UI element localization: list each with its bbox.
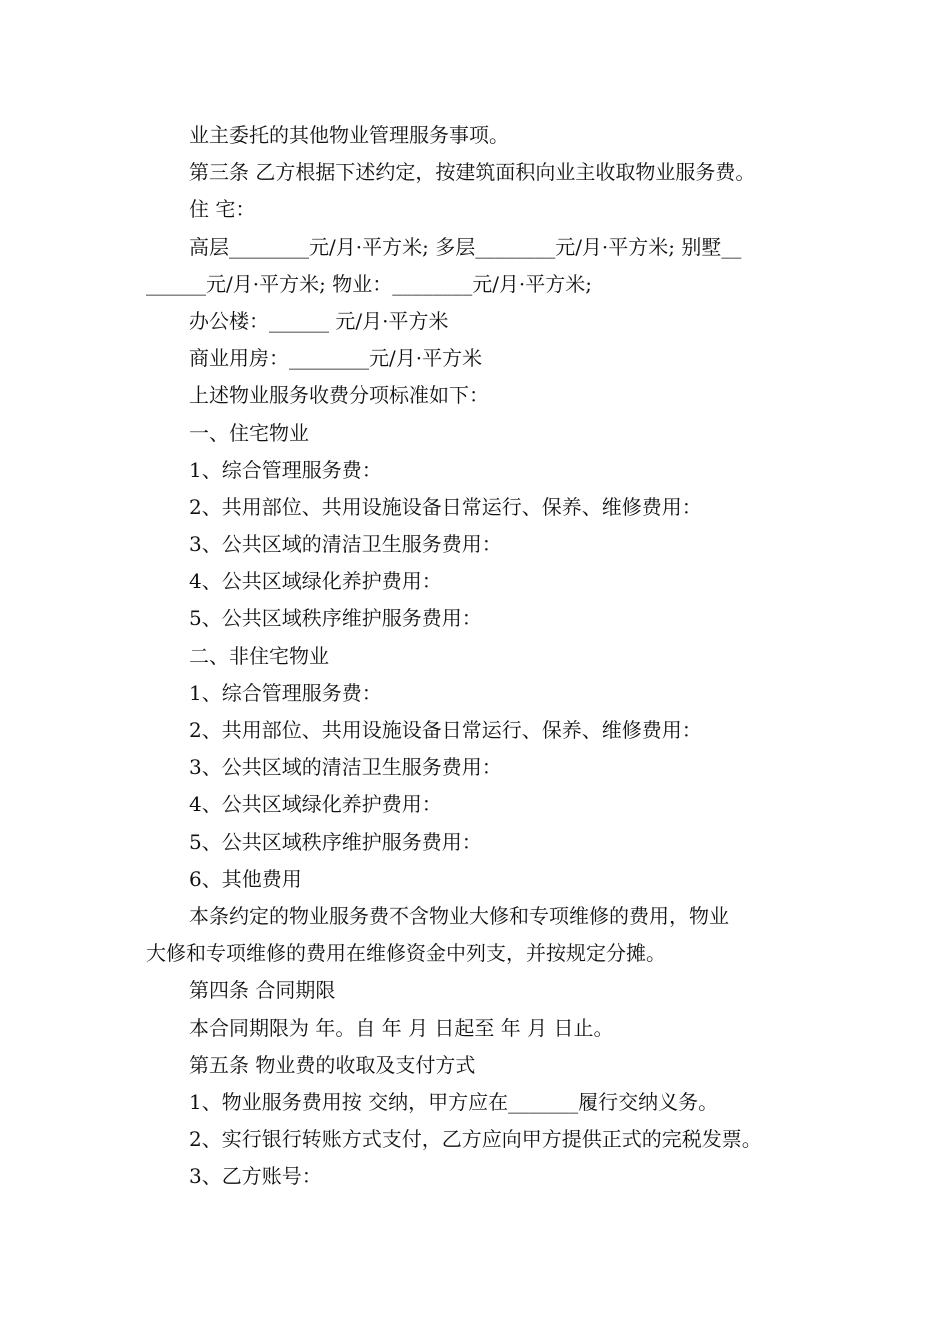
list-item: 4、公共区域绿化养护费用： bbox=[189, 569, 442, 594]
contract-term-line: 本合同期限为 年。自 年 月 日起至 年 月 日止。 bbox=[189, 1015, 614, 1040]
section-non-residential: 二、非住宅物业 bbox=[189, 643, 329, 668]
paragraph-line: 大修和专项维修的费用在维修资金中列支，并按规定分摊。 bbox=[146, 941, 666, 966]
paragraph-line: 业主委托的其他物业管理服务事项。 bbox=[189, 123, 509, 147]
paragraph-line: 本条约定的物业服务费不含物业大修和专项维修的费用，物业 bbox=[189, 903, 729, 928]
fee-line-residential-types: 高层________元/月·平方米; 多层________元/月·平方米; 别墅__ bbox=[189, 234, 742, 259]
list-item: 2、共用部位、共用设施设备日常运行、保养、维修费用： bbox=[189, 494, 702, 519]
fee-line-office: 办公楼：______ 元/月·平方米 bbox=[189, 308, 449, 333]
list-item: 5、公共区域秩序维护服务费用： bbox=[189, 829, 482, 854]
list-item: 6、其他费用 bbox=[189, 866, 302, 891]
list-item: 5、公共区域秩序维护服务费用： bbox=[189, 606, 482, 631]
section-residential: 一、住宅物业 bbox=[189, 420, 309, 445]
article-3-heading: 第三条 乙方根据下述约定，按建筑面积向业主收取物业服务费。 bbox=[189, 160, 756, 185]
list-item: 1、物业服务费用按 交纳，甲方应在_______履行交纳义务。 bbox=[189, 1089, 719, 1114]
document-body bbox=[146, 117, 818, 1195]
fee-line-residential-continued: ______元/月·平方米; 物业：________元/月·平方米; bbox=[146, 271, 593, 296]
fee-breakdown-intro: 上述物业服务收费分项标准如下： bbox=[189, 383, 489, 408]
residential-label: 住 宅： bbox=[189, 197, 256, 222]
fee-line-commercial: 商业用房：________元/月·平方米 bbox=[189, 346, 483, 371]
list-item: 2、共用部位、共用设施设备日常运行、保养、维修费用： bbox=[189, 718, 702, 742]
list-item: 4、公共区域绿化养护费用： bbox=[189, 792, 442, 817]
list-item: 3、公共区域的清洁卫生服务费用： bbox=[189, 755, 502, 780]
list-item: 3、公共区域的清洁卫生服务费用： bbox=[189, 532, 502, 557]
list-item: 1、综合管理服务费： bbox=[189, 680, 382, 705]
list-item: 2、实行银行转账方式支付，乙方应向甲方提供正式的完税发票。 bbox=[189, 1127, 762, 1152]
list-item: 1、综合管理服务费： bbox=[189, 457, 382, 482]
article-5-heading: 第五条 物业费的收取及支付方式 bbox=[189, 1052, 476, 1077]
list-item: 3、乙方账号： bbox=[189, 1164, 322, 1189]
article-4-heading: 第四条 合同期限 bbox=[189, 978, 336, 1003]
